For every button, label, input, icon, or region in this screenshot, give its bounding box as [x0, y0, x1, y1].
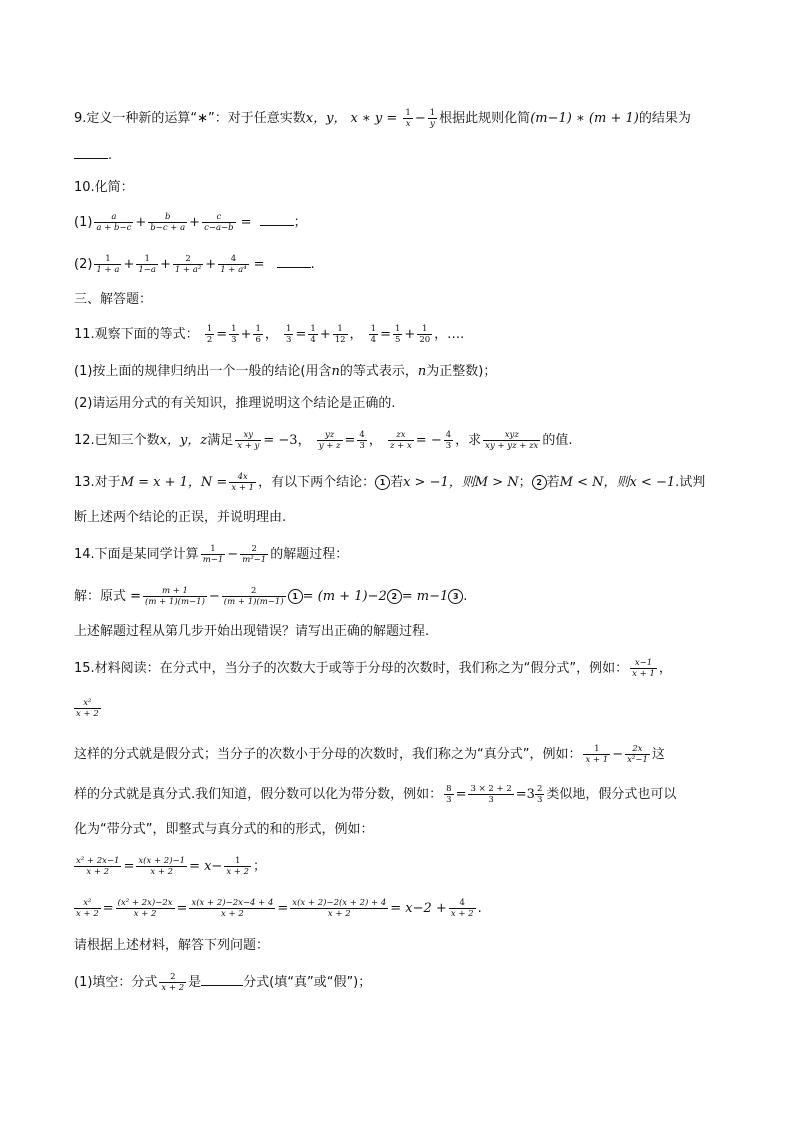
step-3-marker: 3	[448, 589, 463, 604]
question-15-line-4: 化为“带分式”，即整式与真分式的和的形式，例如：	[74, 822, 374, 837]
question-13: 13.对于M = x + 1，N = $\frac{4x}{x + 1}$ ，有以下两个结论： 1 若x > −1，则M > N； 2 若M < N，则x < −1.试判	[74, 472, 706, 493]
question-15-derivation-1: $\frac{\text{x² + 2x−1}}{x + 2}$ = $\frac{x(x + 2)-1}{x + 2}$ = x− $\frac{1}{x + 2}$ ；	[76, 856, 267, 877]
answer-blank[interactable]	[277, 255, 311, 268]
question-14-ask: 上述解题过程从第几步开始出现错误？请写出正确的解题过程.	[74, 624, 430, 639]
section-heading: 三、解答题：	[74, 292, 153, 307]
question-11-part-2: (2)请运用分式的有关知识，推理说明这个结论是正确的.	[74, 396, 396, 411]
circled-number: 1	[375, 475, 390, 490]
question-13-line-2: 断上述两个结论的正误，并说明理由.	[74, 510, 287, 525]
question-15-ask: 请根据上述材料，解答下列问题：	[74, 938, 270, 953]
question-11: 11.观察下面的等式： $\frac{1}{2}$ = $\frac{1}{3}$ + $\frac{1}{6}$ ， $\frac{1}{3}$ = $\frac{1}{4}$ + $\frac{1}{12}$ ， $\frac{1}{4}$ = $\frac{1}{5}$ + $\frac{1}{20}$ ，….	[74, 324, 465, 345]
question-10-part-2: (2) $\frac{1}{1 + a}$ + $\frac{1}{1-a}$ + $\frac{2}{\text{1 + a²}}$ + $\frac{4}{\text{1 + a⁴}}$ = .	[74, 254, 315, 275]
step-1-marker: 1	[288, 589, 303, 604]
step-2-marker: 2	[387, 589, 402, 604]
question-15-example: $\frac{\text{x²}}{x + 2}$	[76, 698, 99, 719]
question-15-derivation-2: $\frac{\text{x²}}{x + 2}$ = $\frac{\text{(x² + 2x)−2x}}{x + 2}$ = $\frac{x(x + 2)-2x-4 + 4}{x + 2}$ = $\frac{x(x + 2)-2(x + 2) + 4}{x + 2}$ = x−2 + $\frac{4}{x + 2}$ .	[76, 898, 482, 919]
question-10-part-1: (1) $\frac{a}{a + b-c}$ + $\frac{b}{b-c + a}$ + $\frac{c}{c-a-b}$ = ；	[74, 212, 307, 233]
question-15-line-3: 样的分式就是真分式.我们知道，假分数可以化为带分数，例如： $\frac{8}{3}$ = $\frac{3 \times 2 + 2}{3}$ =3 $\frac{2}{3}$ 类似地，假分式也可以	[74, 784, 677, 805]
question-9: 9.定义一种新的运算“∗”：对于任意实数x，y， x ∗ y = $\frac{1}{x}$ − $\frac{1}{y}$ 根据此规则化简(m−1) ∗ (m + 1)的结果为	[74, 108, 691, 129]
answer-blank[interactable]	[74, 146, 108, 159]
question-10-title: 10.化简：	[74, 180, 134, 195]
question-15-part-1: (1)填空：分式 $\frac{2}{x + 2}$ 是 分式(填“真”或“假”)；	[74, 972, 372, 993]
fraction: $\frac{1}{y}$	[429, 108, 436, 129]
fraction: $\frac{1}{x}$	[405, 108, 411, 129]
question-14-solution: 解：原式 = $\frac{m + 1}{(m + 1)(m-1)}$ − $\frac{2}{(m + 1)(m-1)}$ 1 = (m + 1)−2 2 = m−1 3 .	[74, 586, 468, 607]
question-15: 15.材料阅读：在分式中，当分子的次数大于或等于分母的次数时，我们称之为“假分式”，例如： $\frac{x-1}{x + 1}$ ，	[74, 658, 672, 679]
answer-blank[interactable]	[260, 213, 294, 226]
answer-blank[interactable]	[201, 973, 243, 986]
circled-number: 2	[532, 475, 547, 490]
question-14: 14.下面是某同学计算 $\frac{1}{m-1}$ − $\frac{2}{\text{m²−1}}$ 的解题过程：	[74, 544, 349, 565]
question-15-line-2: 这样的分式就是假分式；当分子的次数小于分母的次数时，我们称之为“真分式”，例如： $\frac{1}{x + 1}$ − $\frac{2x}{\text{x²−1}}$ 这	[74, 744, 665, 765]
question-12: 12.已知三个数x，y，z满足 $\frac{xy}{x + y}$ = −3， $\frac{yz}{y + z}$ = $\frac{4}{3}$ ， $\frac{zx}{z + x}$ = − $\frac{4}{3}$ ，求 $\frac{\text{xyz}}{xy + yz + zx}$ 的值.	[74, 430, 573, 451]
question-number: 9.	[74, 111, 87, 126]
question-11-part-1: (1)按上面的规律归纳出一个一般的结论(用含n的等式表示，n为正整数)；	[74, 364, 497, 379]
question-9-answer-line: .	[74, 146, 734, 166]
